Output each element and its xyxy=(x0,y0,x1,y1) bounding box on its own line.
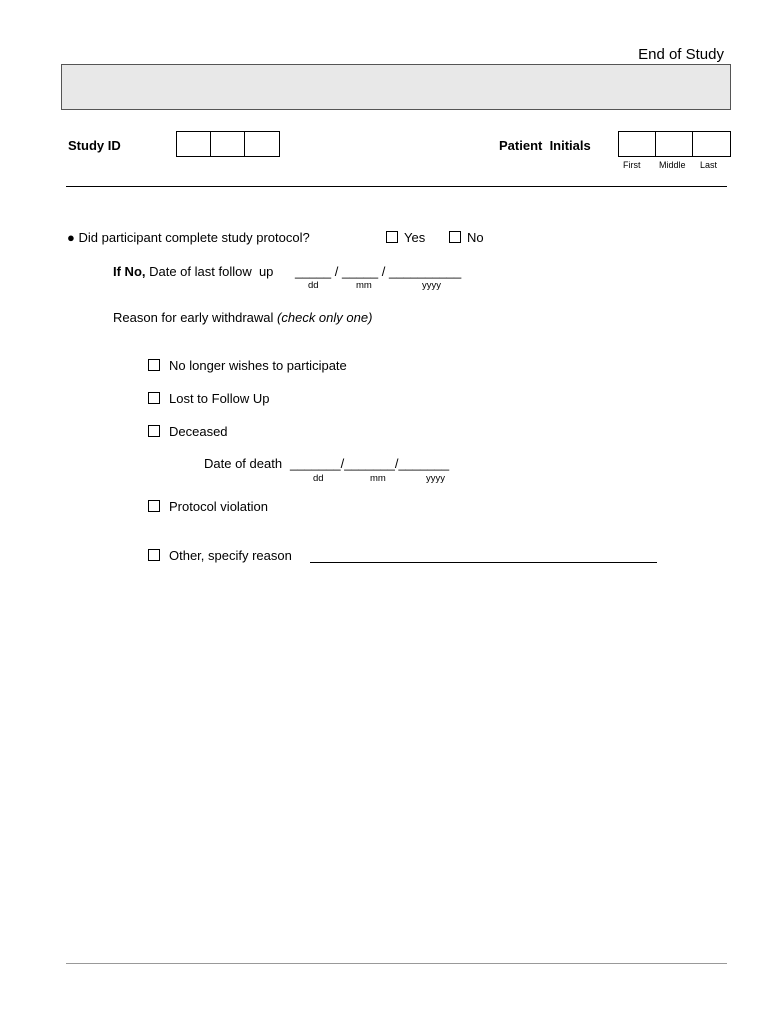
option-other[interactable] xyxy=(148,548,292,563)
no-longer-checkbox[interactable] xyxy=(148,359,160,371)
no-label: No xyxy=(467,230,484,245)
follow-up-dd-label: dd xyxy=(308,280,319,291)
follow-up-yyyy-label: yyyy xyxy=(422,280,441,291)
deceased-label: Deceased xyxy=(169,424,228,439)
lost-label: Lost to Follow Up xyxy=(169,391,270,406)
death-yyyy-label: yyyy xyxy=(426,473,445,484)
study-id-label: Study ID xyxy=(68,138,121,153)
initial-last-box[interactable] xyxy=(693,132,730,156)
initial-first-label: First xyxy=(623,160,641,170)
deceased-checkbox[interactable] xyxy=(148,425,160,437)
option-no-longer[interactable] xyxy=(148,358,347,373)
withdrawal-note: (check only one) xyxy=(277,310,373,325)
patient-initials-boxes xyxy=(618,131,731,157)
last-follow-up-label xyxy=(113,264,273,279)
no-longer-label: No longer wishes to participate xyxy=(169,358,347,373)
other-checkbox[interactable] xyxy=(148,549,160,561)
other-reason-input[interactable] xyxy=(310,562,657,563)
death-mm-label: mm xyxy=(370,473,386,484)
footer-divider xyxy=(66,963,727,964)
protocol-label: Protocol violation xyxy=(169,499,268,514)
protocol-checkbox[interactable] xyxy=(148,500,160,512)
if-no-prefix: If No, xyxy=(113,264,146,279)
last-follow-up-text: Date of last follow up xyxy=(145,264,274,279)
protocol-question xyxy=(67,230,310,245)
header-banner xyxy=(61,64,731,110)
form-title: End of Study xyxy=(638,46,724,63)
withdrawal-label-text: Reason for early withdrawal xyxy=(113,310,278,325)
initial-middle-box[interactable] xyxy=(656,132,693,156)
study-id-box-2[interactable] xyxy=(211,132,245,156)
yes-checkbox[interactable] xyxy=(386,231,398,243)
initial-middle-label: Middle xyxy=(659,160,686,170)
initial-first-box[interactable] xyxy=(619,132,656,156)
study-id-box-3[interactable] xyxy=(245,132,279,156)
death-dd-label: dd xyxy=(313,473,324,484)
last-follow-up-date-field[interactable]: _____ / _____ / __________ xyxy=(295,264,462,279)
option-protocol[interactable] xyxy=(148,499,268,514)
yes-label: Yes xyxy=(404,230,426,245)
patient-initials-label: Patient Initials xyxy=(499,138,591,153)
lost-checkbox[interactable] xyxy=(148,392,160,404)
no-option[interactable] xyxy=(449,230,484,245)
bullet-icon: ● xyxy=(67,230,75,245)
no-checkbox[interactable] xyxy=(449,231,461,243)
yes-option[interactable] xyxy=(386,230,425,245)
study-id-box-1[interactable] xyxy=(177,132,211,156)
withdrawal-label xyxy=(113,310,372,325)
option-deceased[interactable] xyxy=(148,424,228,439)
option-lost[interactable] xyxy=(148,391,269,406)
study-id-boxes xyxy=(176,131,280,157)
section-divider xyxy=(66,186,727,187)
follow-up-mm-label: mm xyxy=(356,280,372,291)
date-of-death-field[interactable]: _______/_______/_______ xyxy=(290,456,450,471)
initial-last-label: Last xyxy=(700,160,718,170)
date-of-death-label: Date of death xyxy=(204,456,283,471)
other-label: Other, specify reason xyxy=(169,548,292,563)
protocol-question-text: Did participant complete study protocol? xyxy=(78,230,310,245)
